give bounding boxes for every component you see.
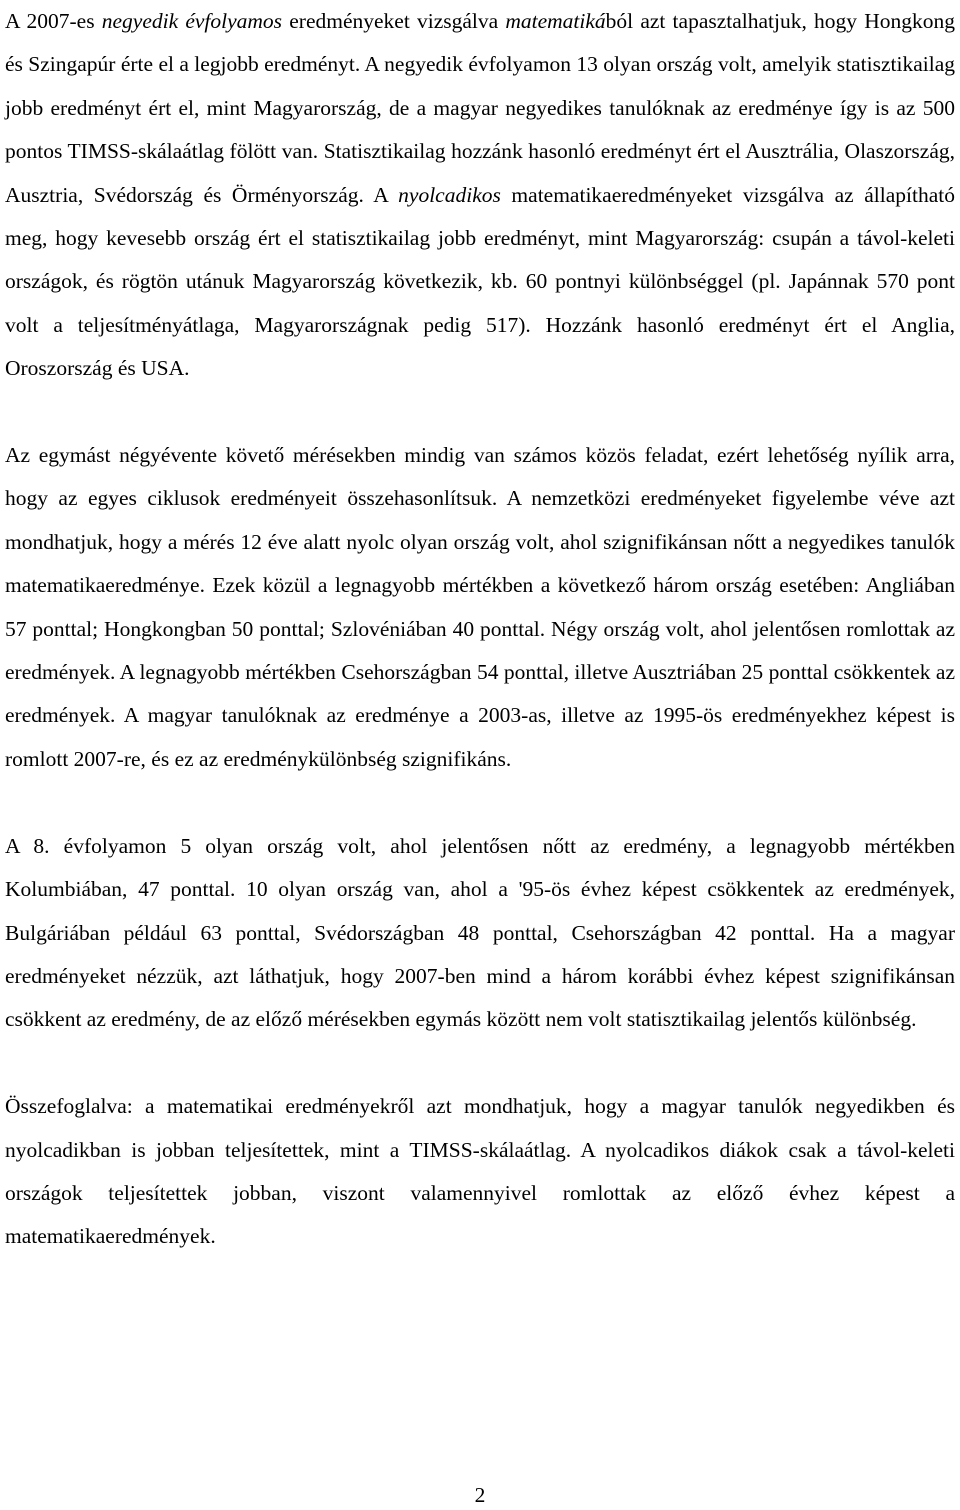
page-number: 2 (474, 1483, 486, 1507)
text-run: matematikaeredményeket vizsgálva az állapítható meg, hogy kevesebb ország ért el statisztikailag jobb eredményt, mint Magyarország: csupán a távol-keleti országok, és rögtön utánuk Magyarország következik, kb. 60 pontnyi különbséggel (pl. Japánnak 570 pont volt a teljesítményátlaga, Magyarországnak pedig 517). Hozzánk hasonló eredményt ért el Anglia, Oroszország és USA. (5, 182, 955, 381)
paragraph (5, 1085, 955, 1259)
text-run-italic: nyolcadikos (398, 182, 501, 207)
text-run: Az egymást négyévente követő mérésekben mindig van számos közös feladat, ezért lehetőség nyílik arra, hogy az egyes ciklusok eredményeit összehasonlítsuk. A nemzetközi eredményeket figyelembe véve azt mondhatjuk, hogy a mérés 12 éve alatt nyolc olyan ország volt, ahol szignifikánsan nőtt a negyedikes tanulók matematikaeredménye. Ezek közül a legnagyobb mértékben a következő három ország esetében: Angliában 57 ponttal; Hongkongban 50 ponttal; Szlovéniában 40 ponttal. Négy ország volt, ahol jelentősen romlottak az eredmények. A legnagyobb mértékben Csehországban 54 ponttal, illetve Ausztriában 25 ponttal csökkentek az eredmények. A magyar tanulóknak az eredménye a 2003-as, illetve az 1995-ös eredményekhez képest is romlott 2007-re, és ez az eredménykülönbség szignifikáns. (5, 443, 955, 771)
paragraph (5, 434, 955, 781)
paragraph (5, 0, 955, 391)
paragraph (5, 825, 955, 1042)
text-run: A 8. évfolyamon 5 olyan ország volt, ahol jelentősen nőtt az eredmény, a legnagyobb mértékben Kolumbiában, 47 ponttal. 10 olyan ország van, ahol a '95-ös évhez képest csökkentek az eredmények, Bulgáriában például 63 ponttal, Svédországban 48 ponttal, Csehországban 42 ponttal. Ha a magyar eredményeket nézzük, azt láthatjuk, hogy 2007-ben mind a három korábbi évhez képest szignifikánsan csökkent az eredmény, de az előző mérésekben egymás között nem volt statisztikailag jelentős különbség. (5, 833, 955, 1032)
text-run: Összefoglalva: a matematikai eredményekről azt mondhatjuk, hogy a magyar tanulók negyedikben és nyolcadikban is jobban teljesítettek, mint a TIMSS-skálaátlag. A nyolcadikos diákok csak a távol-keleti országok teljesítettek jobban, viszont valamennyivel romlottak az előző évhez képest a matematikaeredmények. (5, 1094, 955, 1249)
document-body (5, 0, 955, 1259)
text-run: A 2007-es (5, 9, 102, 33)
text-run: ból azt tapasztalhatjuk, hogy Hongkong és Szingapúr érte el a legjobb eredményt. A negyedik évfolyamon 13 olyan ország volt, amelyik statisztikailag jobb eredményt ért el, mint Magyarország, de a magyar negyedikes tanulóknak az eredménye így is az 500 pontos TIMSS-skálaátlag fölött van. Statisztikailag hozzánk hasonló eredményt ért el Ausztrália, Olaszország, Ausztria, Svédország és Örményország. A (5, 9, 955, 207)
text-run-italic: matematiká (505, 9, 606, 33)
text-run-italic: negyedik évfolyamos (101, 9, 283, 33)
text-run: eredményeket vizsgálva (282, 9, 506, 33)
